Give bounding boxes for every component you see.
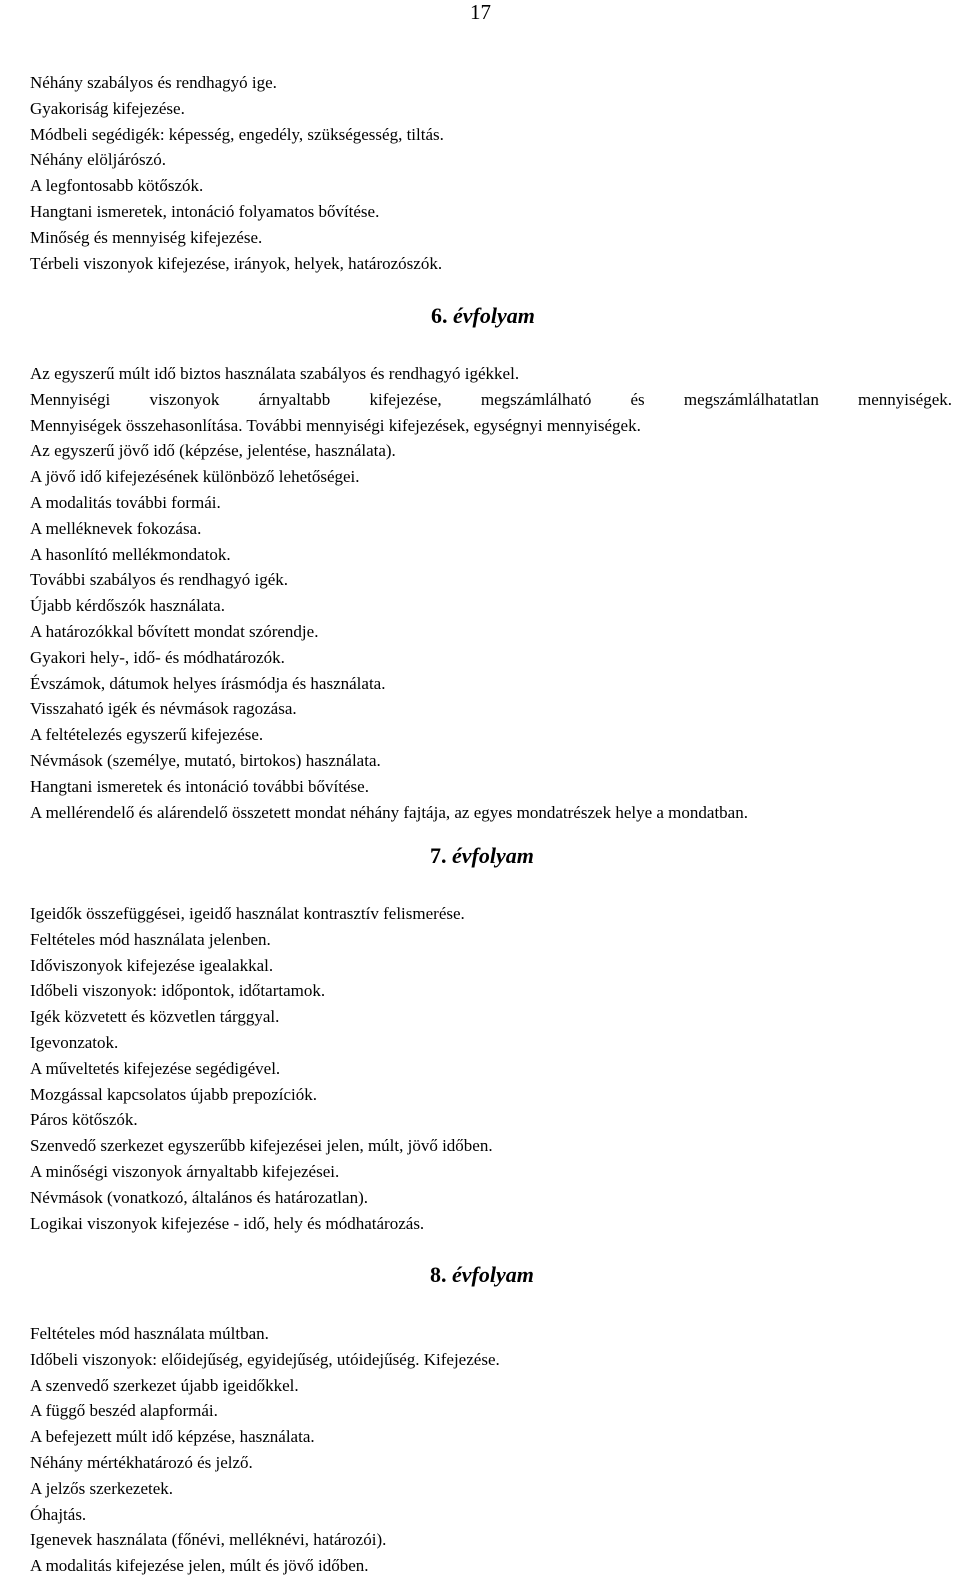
grade-6-number: 6. xyxy=(431,303,448,328)
list-item: Páros kötőszók. xyxy=(30,1110,138,1130)
intro-topic-list xyxy=(30,70,952,276)
list-item: Névmások (személye, mutató, birtokos) használata. xyxy=(30,750,381,770)
list-item: Minőség és mennyiség kifejezése. xyxy=(30,227,263,247)
grade-6-topic-list xyxy=(30,361,952,825)
list-item: A legfontosabb kötőszók. xyxy=(30,176,204,196)
list-item: Az egyszerű múlt idő biztos használata szabályos és rendhagyó igékkel. xyxy=(30,364,520,383)
list-item: Térbeli viszonyok kifejezése, irányok, helyek, határozószók. xyxy=(30,253,443,273)
list-item: Az egyszerű jövő idő (képzése, jelentése, használata). xyxy=(30,441,396,461)
list-item: Feltételes mód használata múltban. xyxy=(30,1324,269,1343)
list-item: A szenvedő szerkezet újabb igeidőkkel. xyxy=(30,1375,299,1395)
list-item: Igenevek használata (főnévi, melléknévi, határozói). xyxy=(30,1530,387,1550)
grade-7-topic-list xyxy=(30,901,952,1236)
list-item: A függő beszéd alapformái. xyxy=(30,1401,218,1421)
list-item: Mozgással kapcsolatos újabb prepozíciók. xyxy=(30,1084,318,1104)
list-item: Időbeli viszonyok: időpontok, időtartamok. xyxy=(30,981,326,1001)
list-item: Mennyiségi viszonyok árnyaltabb kifejezése, megszámlálható és megszámlálhatatlan mennyiségek. xyxy=(30,389,952,409)
grade-8-topic-list xyxy=(30,1321,952,1579)
list-item: Hangtani ismeretek és intonáció további bővítése. xyxy=(30,776,369,796)
grade-8-heading xyxy=(430,1262,534,1288)
grade-6-heading xyxy=(431,303,535,329)
list-item: A modalitás további formái. xyxy=(30,492,221,512)
grade-6-title: évfolyam xyxy=(453,303,535,328)
list-item: A befejezett múlt idő képzése, használata. xyxy=(30,1427,315,1447)
page-number: 17 xyxy=(470,0,491,24)
list-item: Gyakoriság kifejezése. xyxy=(30,98,185,118)
list-item: Időviszonyok kifejezése igealakkal. xyxy=(30,955,274,975)
list-item: Újabb kérdőszók használata. xyxy=(30,596,225,616)
list-item: Visszaható igék és névmások ragozása. xyxy=(30,699,297,719)
list-item: A határozókkal bővített mondat szórendje. xyxy=(30,621,319,641)
list-item: Gyakori hely-, idő- és módhatározók. xyxy=(30,647,285,667)
list-item: A jövő idő kifejezésének különböző lehetőségei. xyxy=(30,467,360,487)
list-item: További szabályos és rendhagyó igék. xyxy=(30,570,288,590)
list-item: Szenvedő szerkezet egyszerűbb kifejezései jelen, múlt, jövő időben. xyxy=(30,1136,493,1156)
list-item: Néhány elöljárószó. xyxy=(30,150,166,170)
list-item: Módbeli segédigék: képesség, engedély, szükségesség, tiltás. xyxy=(30,124,444,144)
list-item: A melléknevek fokozása. xyxy=(30,518,202,538)
list-item: A feltételezés egyszerű kifejezése. xyxy=(30,725,264,745)
list-item: Néhány mértékhatározó és jelző. xyxy=(30,1452,253,1472)
list-item: A hasonlító mellékmondatok. xyxy=(30,544,231,564)
list-item: Hangtani ismeretek, intonáció folyamatos bővítése. xyxy=(30,201,380,221)
list-item: Néhány szabályos és rendhagyó ige. xyxy=(30,73,277,92)
list-item: Mennyiségek összehasonlítása. További mennyiségi kifejezések, egységnyi mennyiségek. xyxy=(30,415,641,435)
list-item: Igeidők összefüggései, igeidő használat kontrasztív felismerése. xyxy=(30,904,465,923)
list-item: Óhajtás. xyxy=(30,1504,87,1524)
list-item: Logikai viszonyok kifejezése - idő, hely és módhatározás. xyxy=(30,1213,425,1233)
list-item: A minőségi viszonyok árnyaltabb kifejezései. xyxy=(30,1161,340,1181)
list-item: Feltételes mód használata jelenben. xyxy=(30,929,271,949)
list-item: Igék közvetett és közvetlen tárggyal. xyxy=(30,1007,280,1027)
grade-8-title: évfolyam xyxy=(452,1262,534,1287)
list-item: A mellérendelő és alárendelő összetett mondat néhány fajtája, az egyes mondatrészek helye a mondatban. xyxy=(30,802,748,822)
list-item: Névmások (vonatkozó, általános és határozatlan). xyxy=(30,1187,368,1207)
grade-7-number: 7. xyxy=(430,843,447,868)
list-item: Időbeli viszonyok: előidejűség, egyidejűség, utóidejűség. Kifejezése. xyxy=(30,1349,500,1369)
list-item: Igevonzatok. xyxy=(30,1032,119,1052)
grade-7-heading xyxy=(430,843,534,869)
list-item: A modalitás kifejezése jelen, múlt és jövő időben. xyxy=(30,1556,369,1576)
grade-7-title: évfolyam xyxy=(452,843,534,868)
list-item: A jelzős szerkezetek. xyxy=(30,1478,174,1498)
grade-8-number: 8. xyxy=(430,1262,447,1287)
list-item: Évszámok, dátumok helyes írásmódja és használata. xyxy=(30,673,386,693)
list-item: A műveltetés kifejezése segédigével. xyxy=(30,1058,281,1078)
